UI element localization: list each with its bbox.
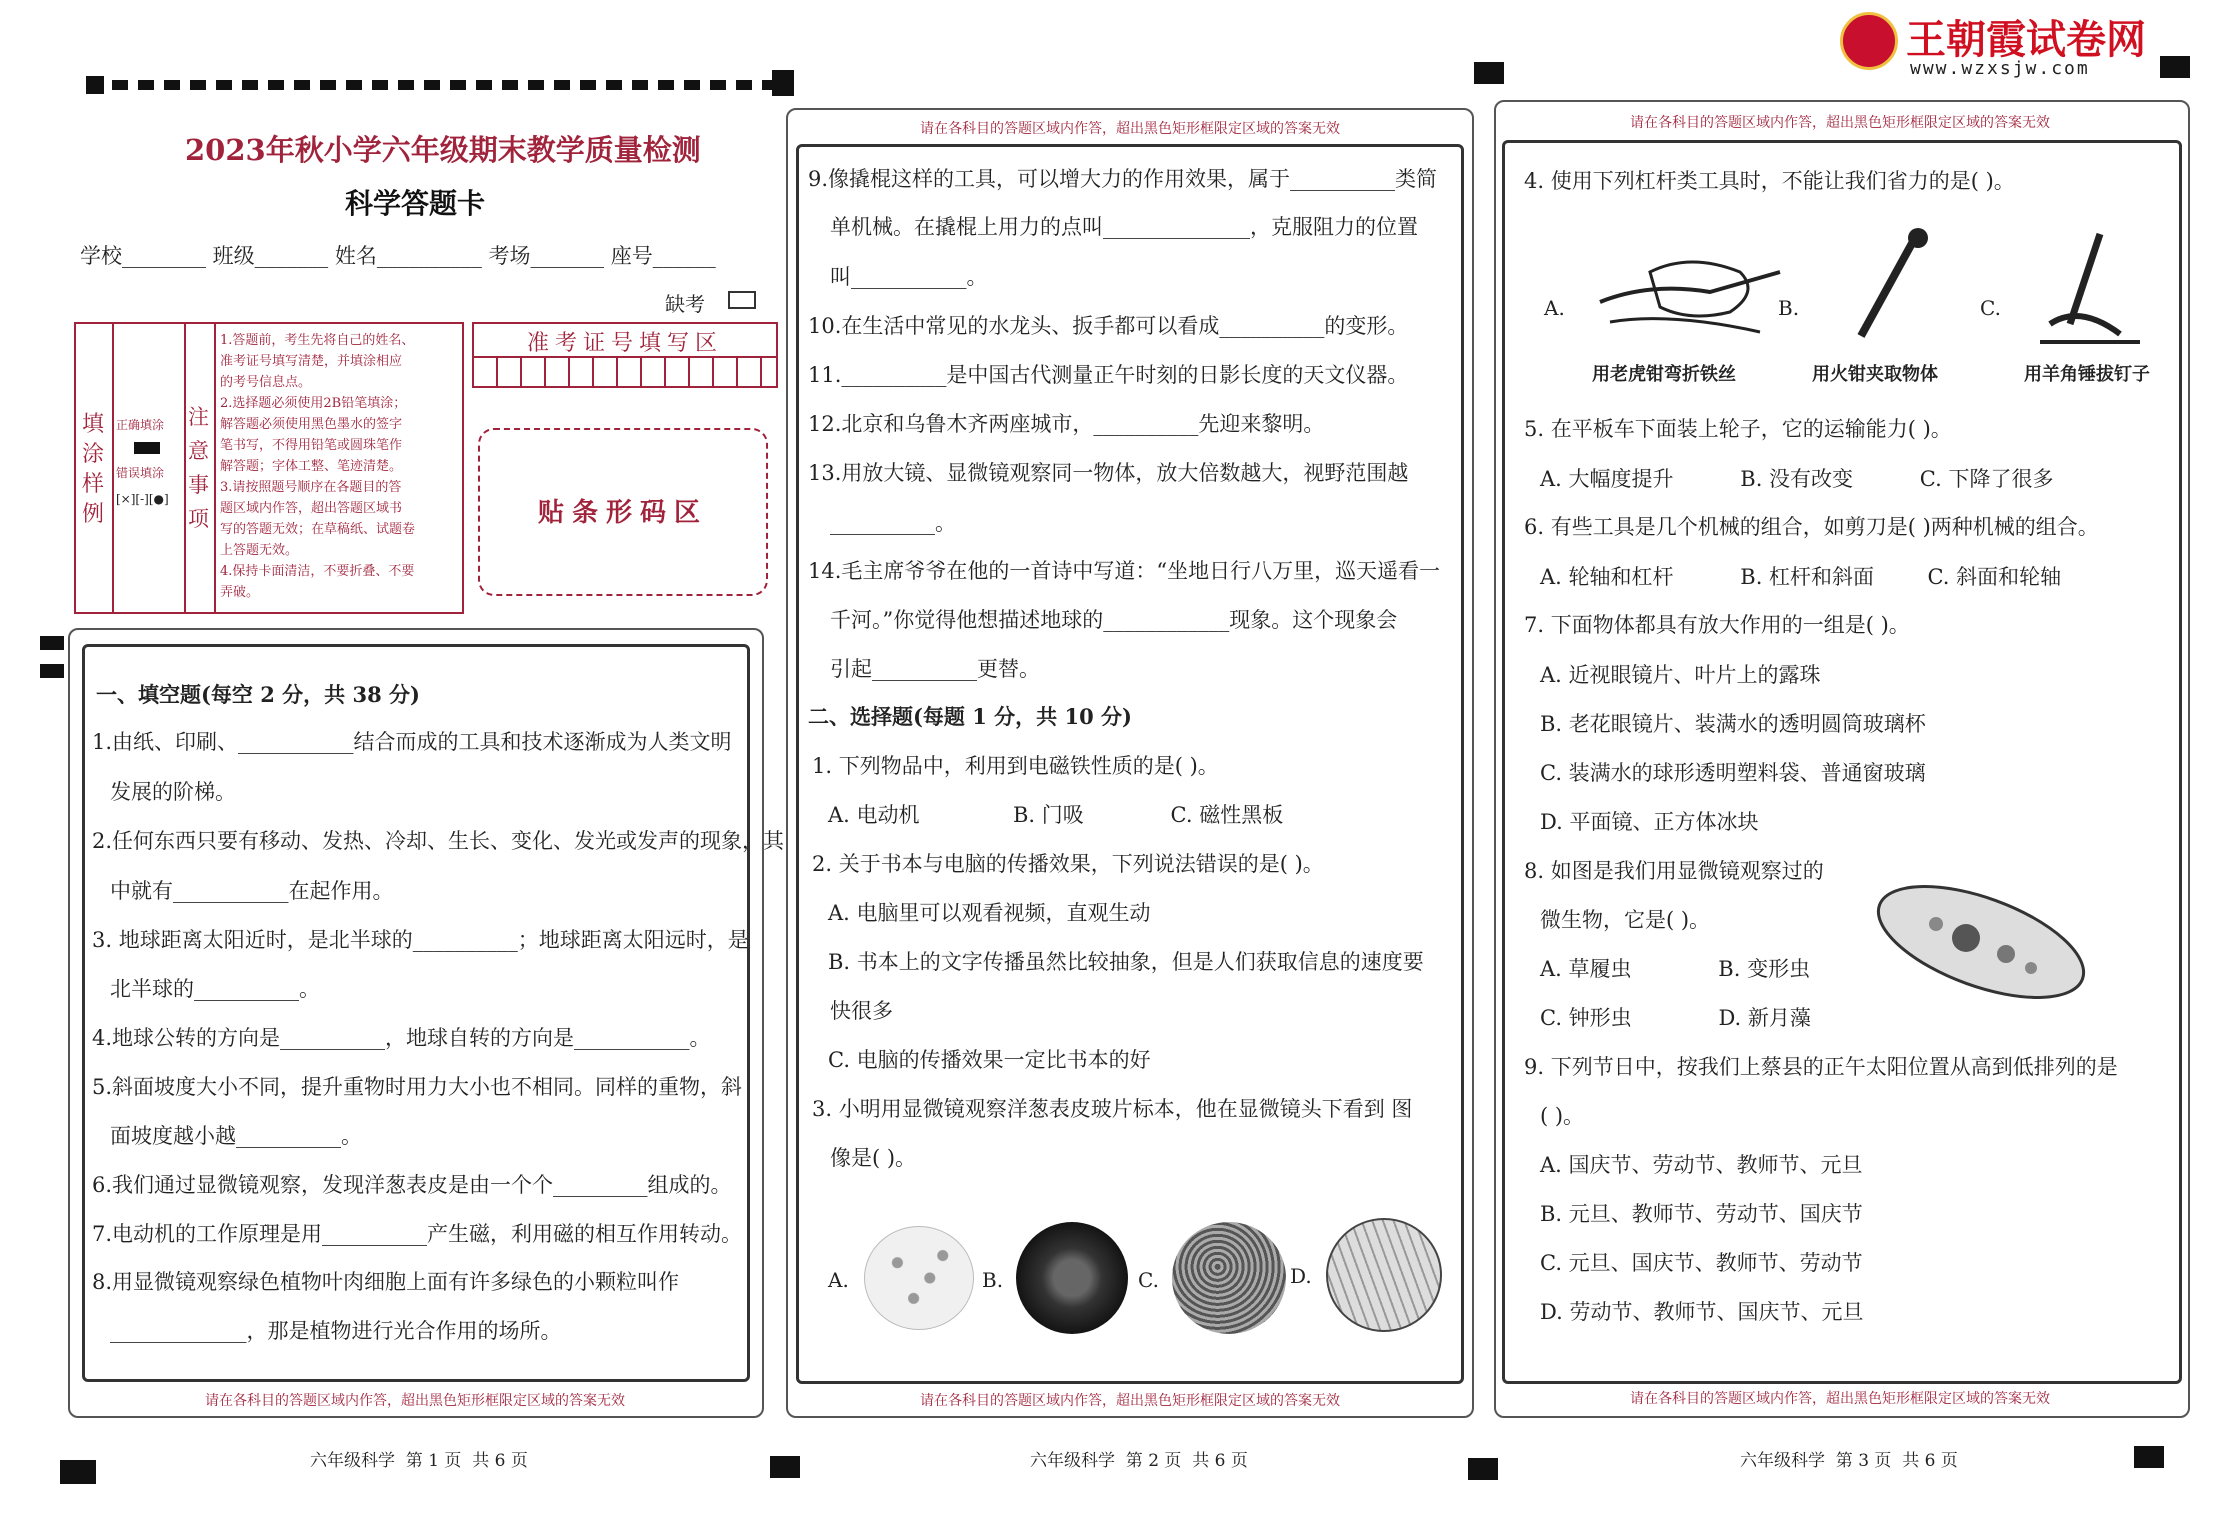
- answer-options: A. 大幅度提升 B. 没有改变 C. 下降了很多: [1540, 467, 2054, 491]
- timing-mark: [1468, 1458, 1498, 1480]
- page3-warning-top: 请在各科目的答题区域内作答，超出黑色矩形框限定区域的答案无效: [1630, 115, 2050, 131]
- question-line: 叫___________。: [830, 265, 988, 289]
- question-line: 微生物，它是( )。: [1540, 908, 1711, 932]
- question-line: 9. 下列节日中，按我们上蔡县的正午太阳位置从高到低排列的是: [1524, 1055, 2118, 1079]
- section-title: 二、选择题(每题 1 分，共 10 分): [808, 704, 1132, 729]
- question-line: 引起__________更替。: [830, 657, 1040, 681]
- card-subtitle: 科学答题卡: [345, 187, 486, 220]
- fill-example-label: 填涂样例: [82, 412, 105, 527]
- answer-options: A. 轮轴和杠杆 B. 杠杆和斜面 C. 斜面和轮轴: [1540, 565, 2062, 589]
- question-line: 3. 地球距离太阳近时，是北半球的__________；地球距离太阳远时，是: [92, 928, 749, 952]
- question-line: 像是( )。: [830, 1146, 917, 1170]
- question-line: ( )。: [1540, 1104, 1585, 1128]
- exam-number-label: 准考证号填写区: [526, 331, 723, 356]
- page1-warning: 请在各科目的答题区域内作答，超出黑色矩形框限定区域的答案无效: [205, 1393, 625, 1409]
- option-a-label: A.: [828, 1268, 849, 1292]
- pliers-image: [1590, 232, 1790, 352]
- question-line: 面坡度越小越__________。: [110, 1124, 362, 1148]
- microscope-image-a: [864, 1226, 974, 1330]
- timing-mark: [60, 1460, 96, 1484]
- timing-mark: [770, 1456, 800, 1478]
- question-line: 千河。”你觉得他想描述地球的____________现象。这个现象会: [830, 608, 1398, 632]
- page3-warning-bottom: 请在各科目的答题区域内作答，超出黑色矩形框限定区域的答案无效: [1630, 1391, 2050, 1407]
- correct-fill-label: 正确填涂: [116, 418, 165, 432]
- student-info-fields[interactable]: 学校________ 班级_______ 姓名__________ 考场_______ 座号______: [80, 244, 716, 268]
- question-line: 发展的阶梯。: [110, 780, 236, 804]
- answer-option: D. 平面镜、正方体冰块: [1540, 810, 1759, 834]
- question-line: 6.我们通过显微镜观察，发现洋葱表皮是由一个个_________组成的。: [92, 1173, 732, 1197]
- tool-option-a-label: A.: [1544, 296, 1565, 320]
- timing-mark: [86, 76, 104, 94]
- wrong-fill-label: 错误填涂: [116, 466, 165, 480]
- question-line: 5.斜面坡度大小不同，提升重物时用力大小也不相同。同样的重物，斜: [92, 1075, 743, 1099]
- instructions-box: [74, 322, 464, 614]
- tool-option-c-label: C.: [1980, 296, 2001, 320]
- answer-options: C. 钟形虫 D. 新月藻: [1540, 1006, 1811, 1030]
- timing-mark: [40, 664, 64, 678]
- answer-option: B. 元旦、教师节、劳动节、国庆节: [1540, 1202, 1863, 1226]
- page2-warning-bottom: 请在各科目的答题区域内作答，超出黑色矩形框限定区域的答案无效: [920, 1393, 1340, 1409]
- question-line: 11.__________是中国古代测量正午时刻的日影长度的天文仪器。: [808, 363, 1409, 387]
- answer-option: B. 书本上的文字传播虽然比较抽象，但是人们获取信息的速度要: [828, 950, 1424, 974]
- question-line: __________。: [830, 511, 956, 535]
- question-line: 1. 下列物品中，利用到电磁铁性质的是( )。: [812, 754, 1219, 778]
- question-line: 5. 在平板车下面装上轮子，它的运输能力( )。: [1524, 417, 1952, 441]
- tool-caption-a: 用老虎钳弯折铁丝: [1592, 364, 1736, 385]
- question-line: 4.地球公转的方向是__________，地球自转的方向是___________。: [92, 1026, 711, 1050]
- question-line: 7. 下面物体都具有放大作用的一组是( )。: [1524, 613, 1910, 637]
- tool-caption-b: 用火钳夹取物体: [1812, 364, 1938, 385]
- microscope-image-c: [1172, 1222, 1286, 1334]
- paramecium-image: [1866, 872, 2096, 1012]
- page1-footer: 六年级科学 第 1 页 共 6 页: [310, 1451, 528, 1471]
- correct-fill-sample: [134, 442, 160, 454]
- microscope-image-b: [1016, 1222, 1128, 1334]
- barcode-label: 贴条形码区: [537, 498, 708, 528]
- answer-option: A. 电脑里可以观看视频，直观生动: [828, 901, 1151, 925]
- option-c-label: C.: [1138, 1268, 1159, 1292]
- timing-mark-strip: [112, 80, 772, 90]
- timing-mark: [2134, 1446, 2164, 1468]
- microscope-image-d: [1326, 1218, 1442, 1332]
- absent-checkbox[interactable]: [728, 291, 756, 309]
- question-line: 4. 使用下列杠杆类工具时，不能让我们省力的是( )。: [1524, 169, 2015, 193]
- page3-footer: 六年级科学 第 3 页 共 6 页: [1740, 1451, 1958, 1471]
- question-line: 北半球的__________。: [110, 977, 320, 1001]
- logo-name: 王朝霞试卷网: [1906, 17, 2146, 63]
- tool-option-b-label: B.: [1778, 296, 1800, 320]
- page2-footer: 六年级科学 第 2 页 共 6 页: [1030, 1451, 1248, 1471]
- option-b-label: B.: [982, 1268, 1004, 1292]
- page2-warning-top: 请在各科目的答题区域内作答，超出黑色矩形框限定区域的答案无效: [920, 121, 1340, 137]
- logo-emblem-icon: [1840, 12, 1898, 70]
- answer-option: 快很多: [830, 999, 893, 1023]
- logo-url: www.wzxsjw.com: [1910, 58, 2090, 79]
- answer-option: A. 近视眼镜片、叶片上的露珠: [1540, 663, 1821, 687]
- question-line: _____________，那是植物进行光合作用的场所。: [110, 1319, 562, 1343]
- exam-number-grid[interactable]: [472, 322, 778, 388]
- timing-mark: [40, 636, 64, 650]
- answer-options: A. 电动机 B. 门吸 C. 磁性黑板: [828, 803, 1284, 827]
- question-line: 2.任何东西只要有移动、发热、冷却、生长、变化、发光或发声的现象，其: [92, 829, 785, 853]
- exam-title: 2023年秋小学六年级期末教学质量检测: [185, 133, 701, 167]
- page1-section-title: 一、填空题(每空 2 分，共 38 分): [96, 682, 420, 707]
- tool-caption-c: 用羊角锤拔钉子: [2024, 364, 2150, 385]
- answer-option: A. 国庆节、劳动节、教师节、元旦: [1540, 1153, 1863, 1177]
- question-line: 12.北京和乌鲁木齐两座城市，__________先迎来黎明。: [808, 412, 1325, 436]
- question-line: 8. 如图是我们用显微镜观察过的: [1524, 859, 1824, 883]
- timing-mark: [772, 70, 794, 96]
- wrong-fill-sample: [×][-][●]: [116, 492, 169, 506]
- question-line: 14.毛主席爷爷在他的一首诗中写道：“坐地日行八万里，巡天遥看一: [808, 559, 1441, 583]
- question-line: 8.用显微镜观察绿色植物叶肉细胞上面有许多绿色的小颗粒叫作: [92, 1270, 680, 1294]
- question-line: 13.用放大镜、显微镜观察同一物体，放大倍数越大，视野范围越: [808, 461, 1409, 485]
- question-line: 单机械。在撬棍上用力的点叫______________，克服阻力的位置: [830, 215, 1418, 239]
- answer-option: B. 老花眼镜片、装满水的透明圆筒玻璃杯: [1540, 712, 1926, 736]
- absent-label: 缺考: [665, 292, 705, 316]
- option-d-label: D.: [1290, 1264, 1312, 1288]
- answer-option: C. 装满水的球形透明塑料袋、普通窗玻璃: [1540, 761, 1926, 785]
- answer-option: C. 电脑的传播效果一定比书本的好: [828, 1048, 1151, 1072]
- notes-label: 注意事项: [188, 405, 209, 531]
- question-line: 10.在生活中常见的水龙头、扳手都可以看成__________的变形。: [808, 314, 1409, 338]
- question-line: 6. 有些工具是几个机械的组合，如剪刀是( )两种机械的组合。: [1524, 515, 2099, 539]
- site-logo: [1840, 8, 2180, 82]
- answer-options: A. 草履虫 B. 变形虫: [1540, 957, 1811, 981]
- notes-text: 1.答题前，考生先将自己的姓名、 准考证号填写清楚，并填涂相应 的考号信息点。 2.选择题必须使用2B铅笔填涂； 解答题必须使用黑色墨水的签字 笔书写，不得用铅笔或圆珠笔作 解答题；字体工整、笔迹清楚。 3.请按照题号顺序在各题目的答 题区域内作答，超出答题区域书 写的答题无效；在草稿纸、试题卷 上答题无效。 4.保持卡面清洁，不要折叠、不要 弄破。: [220, 333, 416, 600]
- answer-option: C. 元旦、国庆节、教师节、劳动节: [1540, 1251, 1863, 1275]
- question-line: 1.由纸、印刷、___________结合而成的工具和技术逐渐成为人类文明: [92, 730, 732, 754]
- claw-hammer-image: [2040, 224, 2140, 350]
- question-line: 3. 小明用显微镜观察洋葱表皮玻片标本，他在显微镜头下看到 图: [812, 1097, 1413, 1121]
- question-line: 2. 关于书本与电脑的传播效果，下列说法错误的是( )。: [812, 852, 1324, 876]
- timing-mark: [1474, 62, 1504, 84]
- answer-option: D. 劳动节、教师节、国庆节、元旦: [1540, 1300, 1864, 1324]
- barcode-area: [478, 428, 768, 596]
- question-line: 9.像撬棍这样的工具，可以增大力的作用效果，属于__________类简: [808, 167, 1438, 191]
- question-line: 中就有___________在起作用。: [110, 879, 394, 903]
- question-line: 7.电动机的工作原理是用__________产生磁，利用磁的相互作用转动。: [92, 1222, 743, 1246]
- tongs-image: [1846, 226, 1936, 346]
